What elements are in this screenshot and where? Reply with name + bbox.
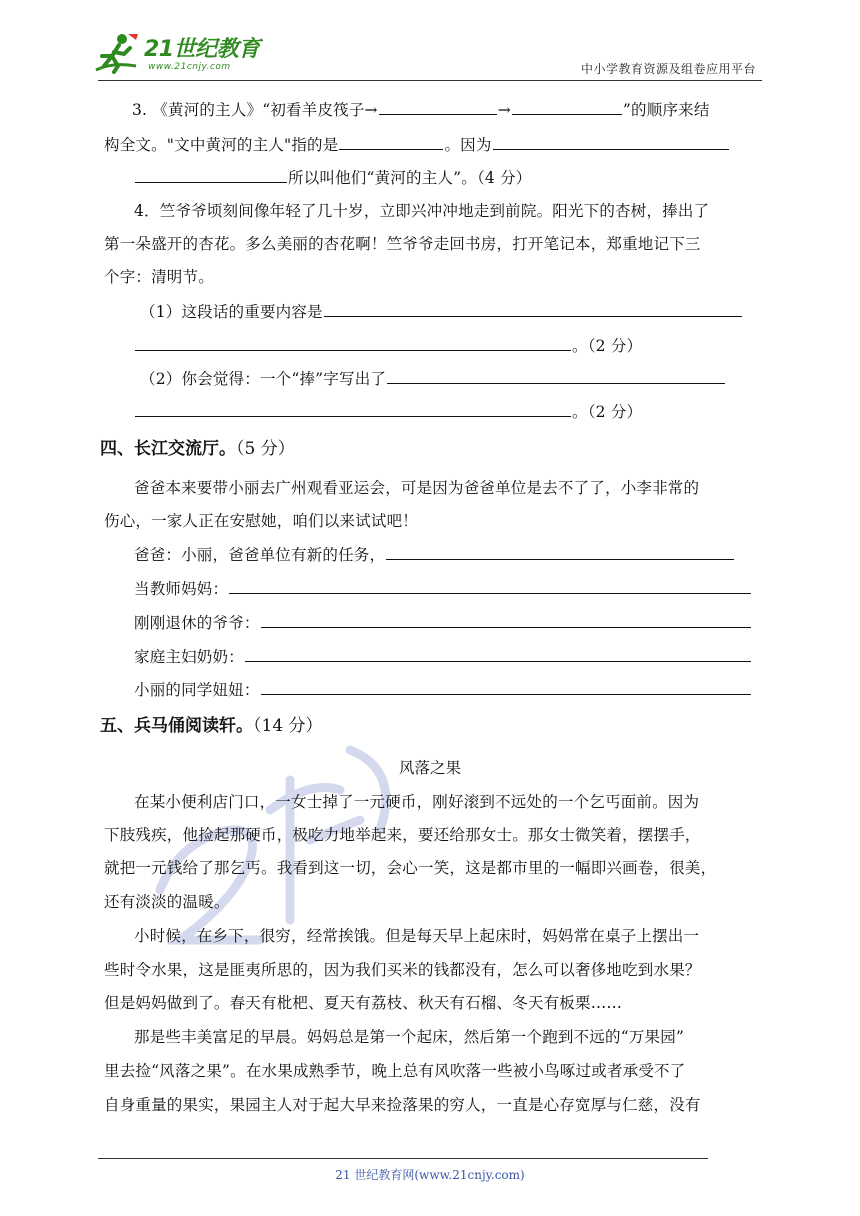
q4-sub-2-text: （2）你会觉得：一个“捧”字写出了 (140, 370, 387, 388)
q3-arrow: → (497, 101, 511, 119)
q4-sub-1-cont (134, 334, 642, 357)
q3-line-3 (134, 166, 532, 189)
q4-para-line-1: 4．竺爷爷顷刻间像年轻了几十岁，立即兴冲冲地走到前院。阳光下的杏树，捧出了 (134, 202, 710, 220)
story-line: 那是些丰美富足的早晨。妈妈总是第一个起床，然后第一个跑到不远的“万果园” (134, 1028, 685, 1046)
q4-para-line-3: 个字：清明节。 (104, 268, 214, 286)
story-line: 就把一元钱给了那乞丐。我看到这一切，会心一笑，这是都市里的一幅即兴画卷，很美， (104, 859, 717, 877)
s4-role-dad-blank[interactable] (386, 543, 734, 560)
q3-text-1: 3. 《黄河的主人》“初看羊皮筏子→ (132, 101, 378, 119)
runner-logo-icon (92, 32, 142, 76)
section-4-heading (100, 437, 295, 461)
s4-role-classmate (134, 678, 752, 701)
section-4-title: 四、长江交流厅。 (100, 439, 236, 459)
s4-para-line-1: 爸爸本来要带小丽去广州观看亚运会，可是因为爸爸单位是去不了了，小李非常的 (134, 479, 700, 497)
s4-role-mom-label: 当教师妈妈： (134, 580, 229, 598)
q4-sub-2-points: 。（2 分） (572, 403, 643, 421)
q3-blank-5[interactable] (135, 166, 287, 183)
q4-sub-1-points: 。（2 分） (572, 337, 643, 355)
story-line: 还有淡淡的温暖。 (104, 893, 230, 911)
s4-role-mom-blank[interactable] (229, 577, 751, 594)
q4-sub-1 (140, 300, 743, 323)
section-5-title: 五、兵马俑阅读轩。 (100, 716, 253, 736)
header-divider (98, 80, 762, 81)
story-line: 小时候，在乡下，很穷，经常挨饿。但是每天早上起床时，妈妈常在桌子上摆出一 (134, 927, 700, 945)
footer-divider (98, 1158, 708, 1159)
story-line: 但是妈妈做到了。春天有枇杷、夏天有荔枝、秋天有石榴、冬天有板栗…… (104, 994, 623, 1012)
logo-text: 21世纪教育 (144, 37, 260, 62)
footer-text: 21 世纪教育网(www.21cnjy.com) (335, 1168, 525, 1182)
page-header (0, 0, 860, 82)
logo-url: www.21cnjy.com (148, 62, 231, 72)
s4-role-classmate-blank[interactable] (261, 678, 751, 695)
s4-role-grandma-label: 家庭主妇奶奶： (134, 648, 244, 666)
story-line: 里去捡“风落之果”。在水果成熟季节，晚上总有风吹落一些被小鸟啄过或者承受不了 (104, 1062, 686, 1080)
q4-sub-1-blank[interactable] (324, 300, 742, 317)
q3-text-3: 构全文。"文中黄河的主人"指的是 (104, 136, 339, 154)
story-line: 自身重量的果实，果园主人对于起大早来捡落果的穷人，一直是心存宽厚与仁慈，没有 (104, 1096, 701, 1114)
q3-blank-1[interactable] (379, 98, 497, 115)
story-title: 风落之果 (398, 759, 461, 777)
story-line: 在某小便利店门口，一女士掉了一元硬币，刚好滚到不远处的一个乞丐面前。因为 (134, 793, 700, 811)
q3-line-2 (104, 133, 730, 156)
section-5-heading (100, 714, 323, 738)
q4-sub-2-cont (134, 400, 642, 423)
s4-role-dad-label: 爸爸：小丽，爸爸单位有新的任务， (134, 546, 386, 564)
q4-sub-1-blank-2[interactable] (135, 334, 571, 351)
story-line: 些时令水果，这是匪夷所思的，因为我们买米的钱都没有，怎么可以奢侈地吃到水果？ (104, 961, 701, 979)
s4-role-classmate-label: 小丽的同学妞妞： (134, 681, 260, 699)
q3-blank-4[interactable] (493, 133, 729, 150)
logo (92, 30, 262, 80)
section-4-points: （5 分） (236, 439, 295, 459)
q3-line-1 (132, 98, 710, 121)
q3-blank-2[interactable] (512, 98, 622, 115)
s4-role-grandpa-label: 刚刚退休的爷爷： (134, 614, 260, 632)
story-line: 下肢残疾，他捡起那硬币，极吃力地举起来，要还给那女士。那女士微笑着，摆摆手， (104, 826, 701, 844)
q4-sub-2-blank[interactable] (387, 367, 725, 384)
s4-para-line-2: 伤心，一家人正在安慰她，咱们以来试试吧！ (104, 512, 419, 530)
s4-role-grandma-blank[interactable] (245, 645, 751, 662)
s4-role-grandpa-blank[interactable] (261, 611, 751, 628)
q4-sub-2 (140, 367, 726, 390)
section-5-points: （14 分） (253, 716, 323, 736)
q3-text-2: ”的顺序来结 (622, 101, 710, 119)
q3-blank-3[interactable] (339, 133, 443, 150)
s4-role-grandma (134, 645, 752, 668)
q4-sub-1-text: （1）这段话的重要内容是 (140, 303, 323, 321)
q3-text-5: 所以叫他们“黄河的主人”。（4 分） (288, 169, 532, 187)
s4-role-grandpa (134, 611, 752, 634)
platform-name: 中小学教育资源及组卷应用平台 (580, 62, 756, 76)
q4-para-line-2: 第一朵盛开的杏花。多么美丽的杏花啊！竺爷爷走回书房，打开笔记本，郑重地记下三 (104, 235, 701, 253)
s4-role-dad (134, 543, 735, 566)
s4-role-mom (134, 577, 752, 600)
q3-text-4: 。因为 (444, 136, 492, 154)
q4-sub-2-blank-2[interactable] (135, 400, 571, 417)
